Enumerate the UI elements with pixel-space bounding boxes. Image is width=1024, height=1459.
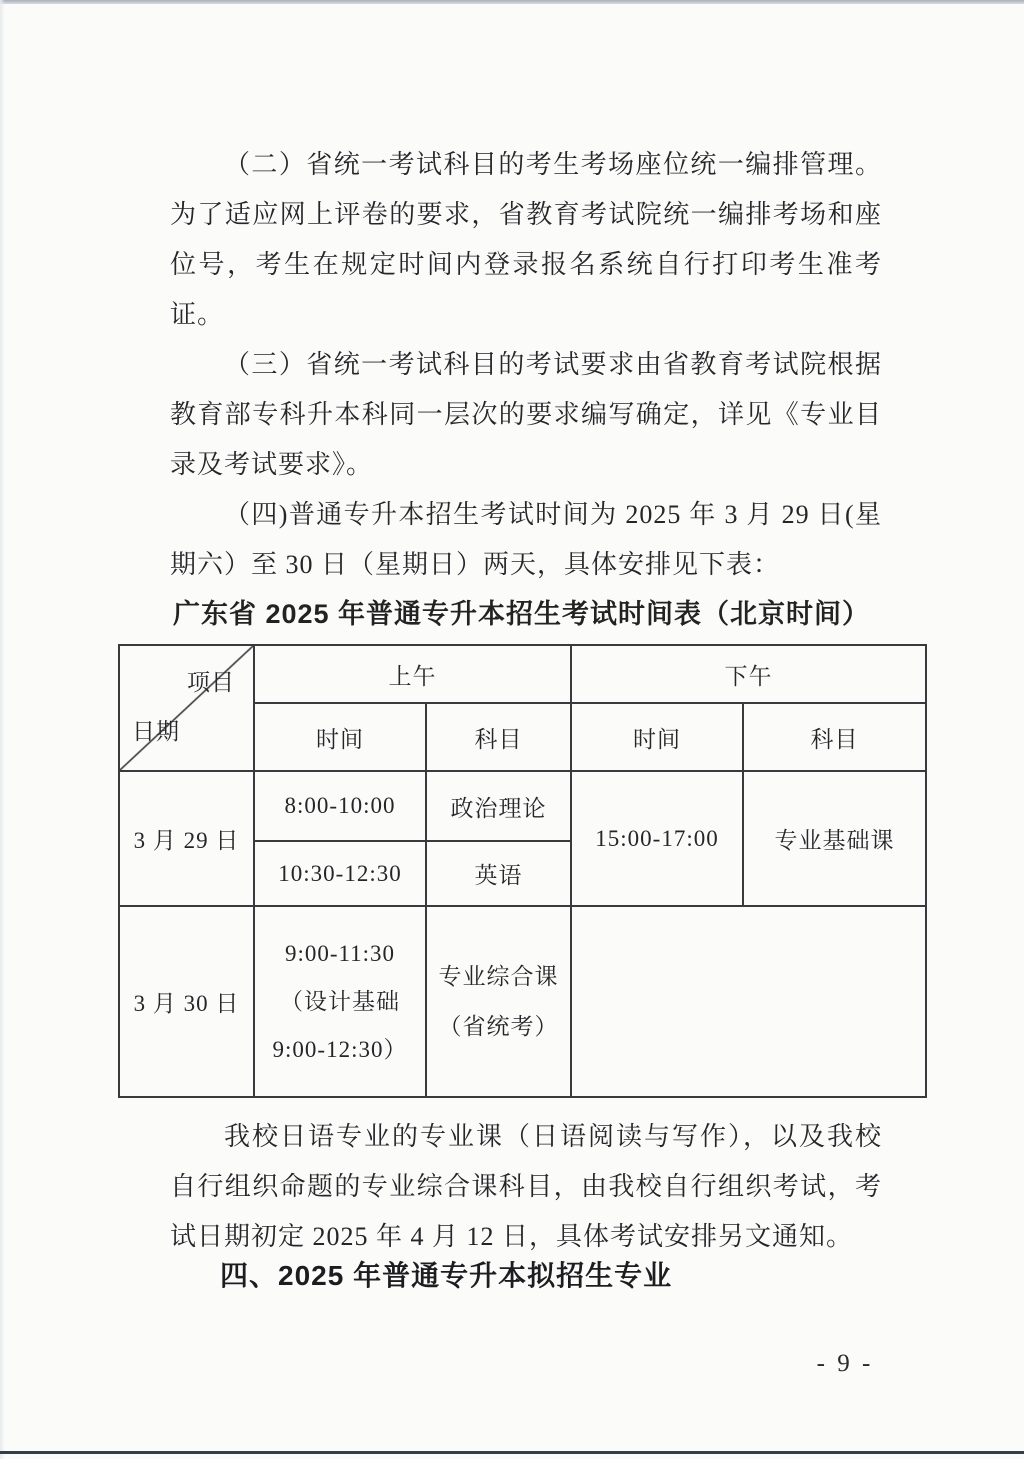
march30-subject-line: （省统考） (438, 1013, 559, 1039)
march30-pm-empty-cell (571, 906, 926, 1097)
march29-slot2-subject: 英语 (426, 841, 571, 906)
paragraph-line: 教育部专科升本科同一层次的要求编写确定，详见《专业目 (170, 400, 882, 429)
header-corner-date-label: 日期 (132, 719, 180, 744)
march30-subject-line: 专业综合课 (438, 963, 559, 989)
paragraph-line: 位号，考生在规定时间内登录报名系统自行打印考生准考 (170, 250, 882, 279)
paragraph-4 (170, 490, 882, 590)
paragraph-line: （四)普通专升本招生考试时间为 2025 年 3 月 29 日(星 (224, 500, 882, 529)
paragraph-line: 录及考试要求》。 (170, 450, 374, 479)
march30-time-line: （设计基础 (280, 988, 400, 1014)
table-title: 广东省 2025 年普通专升本招生考试时间表（北京时间） (172, 599, 871, 629)
paragraph-line: 为了适应网上评卷的要求，省教育考试院统一编排考场和座 (170, 200, 882, 229)
scan-edge-left (0, 0, 5, 1459)
march30-am-time (254, 906, 426, 1097)
paragraph-line: 我校日语专业的专业课（日语阅读与写作），以及我校 (224, 1122, 882, 1151)
paragraph-2 (170, 140, 882, 340)
march30-time-line: 9:00-12:30） (272, 1036, 408, 1062)
header-morning-subject: 科目 (426, 703, 571, 771)
scan-edge-top (0, 0, 1024, 4)
date-cell-march30: 3 月 30 日 (119, 906, 254, 1097)
paragraph-line: （三）省统一考试科目的考试要求由省教育考试院根据 (224, 350, 882, 379)
paragraph-3 (170, 340, 882, 490)
march29-slot2-time: 10:30-12:30 (254, 841, 426, 906)
header-corner-item-label: 项目 (187, 670, 235, 695)
march30-am-subject (426, 906, 571, 1097)
march29-pm-subject: 专业基础课 (743, 771, 926, 906)
exam-schedule-table (118, 644, 927, 1098)
paragraph-line: 期六）至 30 日（星期日）两天，具体安排见下表： (170, 550, 781, 579)
header-afternoon: 下午 (571, 645, 926, 703)
scan-edge-bottom (0, 1451, 1024, 1454)
header-afternoon-time: 时间 (571, 703, 743, 771)
paragraph-line: （二）省统一考试科目的考生考场座位统一编排管理。 (224, 150, 882, 179)
march29-pm-time: 15:00-17:00 (571, 771, 743, 906)
paragraph-line: 证。 (170, 300, 225, 329)
header-afternoon-subject: 科目 (743, 703, 926, 771)
paragraph-school-exam (170, 1112, 882, 1262)
march29-slot1-subject: 政治理论 (426, 771, 571, 841)
page-number: - 9 - (816, 1350, 874, 1377)
march30-time-line: 9:00-11:30 (284, 940, 396, 966)
date-cell-march29: 3 月 29 日 (119, 771, 254, 906)
paragraph-line: 自行组织命题的专业综合课科目，由我校自行组织考试，考 (170, 1172, 882, 1201)
header-corner-cell (119, 645, 254, 771)
header-morning-time: 时间 (254, 703, 426, 771)
paragraph-line: 试日期初定 2025 年 4 月 12 日，具体考试安排另文通知。 (170, 1222, 854, 1251)
header-morning: 上午 (254, 645, 571, 703)
march29-slot1-time: 8:00-10:00 (254, 771, 426, 841)
section-heading: 四、2025 年普通专升本拟招生专业 (220, 1260, 673, 1291)
